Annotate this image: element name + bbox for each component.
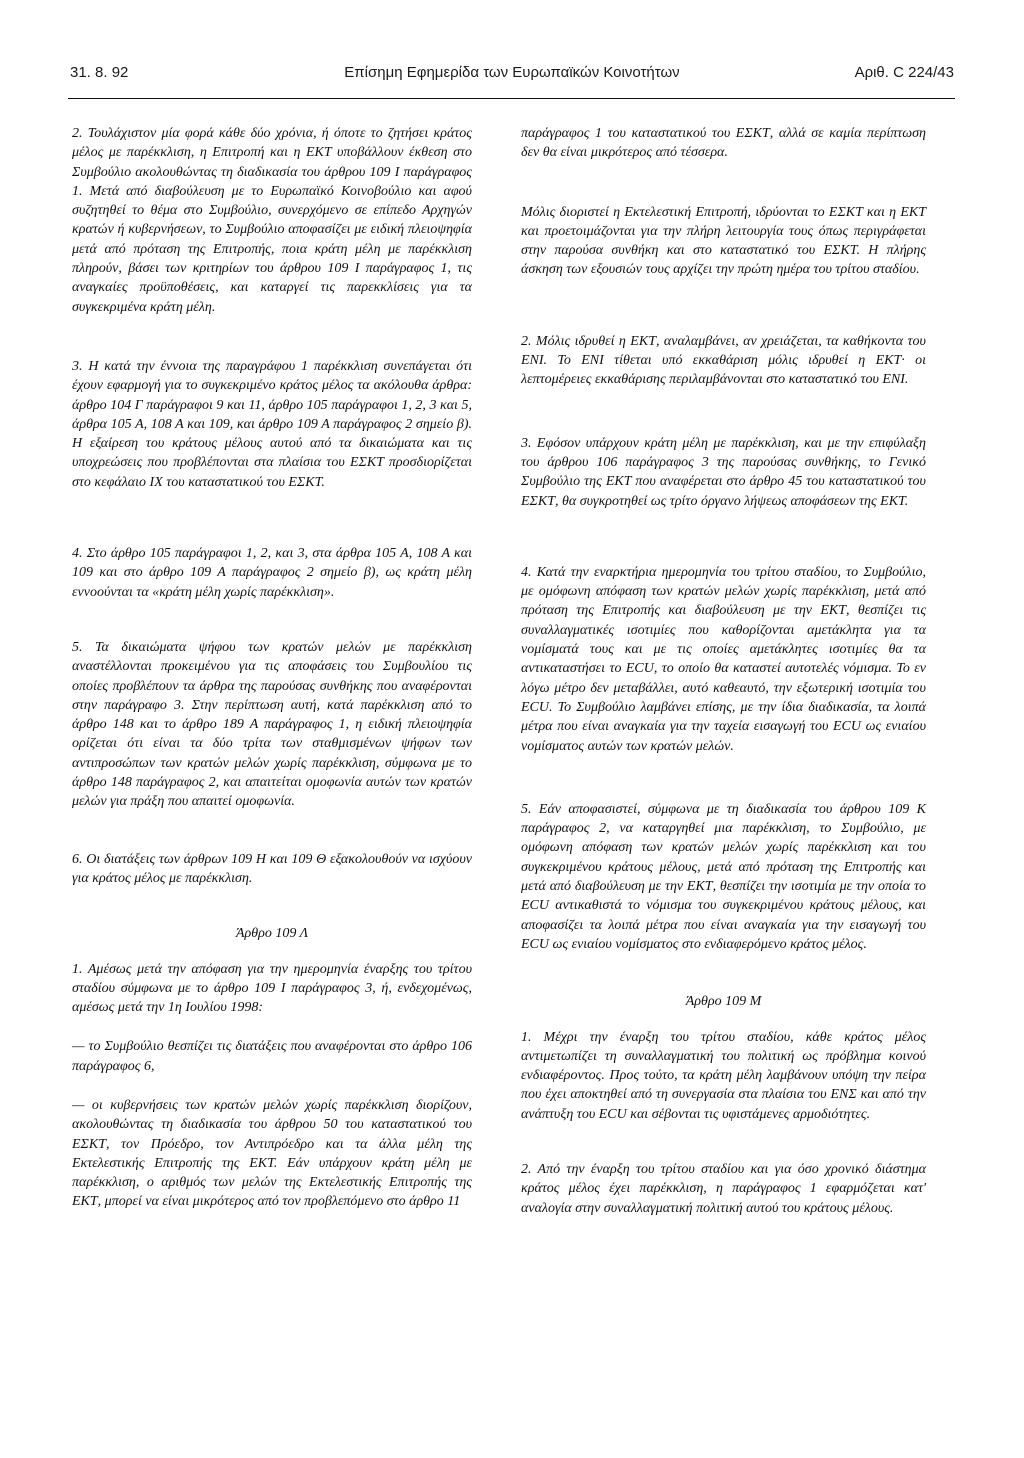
header-journal-title: Επίσημη Εφημερίδα των Ευρωπαϊκών Κοινοτήτων (344, 64, 680, 81)
paragraph: 1. Αμέσως μετά την απόφαση για την ημερομηνία έναρξης του τρίτου σταδίου σύμφωνα με το άρθρο 109 Ι παράγραφος 3, ή, ενδεχομένως, αμέσως μετά την 1η Ιουλίου 1998: (72, 961, 472, 1016)
paragraph: Μόλις διοριστεί η Εκτελεστική Επιτροπή, ιδρύονται το ΕΣΚΤ και η ΕΚΤ και προετοιμάζονται για την πλήρη λειτουργία τους όπως περιγράφεται στην παρούσα συνθήκη και στο καταστατικό του ΕΣΚΤ. Η πλήρης άσκηση των εξουσιών τους αρχίζει την πρώτη ημέρα του τρίτου σταδίου. (521, 204, 926, 278)
paragraph: 3. Η κατά την έννοια της παραγράφου 1 παρέκκλιση συνεπάγεται ότι έχουν εφαρμογή για το συγκεκριμένο κράτος μέλος τα ακόλουθα άρθρα: άρθρο 104 Γ παράγραφοι 9 και 11, άρθρο 105 παράγραφοι 1, 2, 3 και 5, άρθρα 105 Α, 108 Α και 109, και άρθρο 109 Α παράγραφος 2 σημείο β). Η εξαίρεση του κράτους μέλους αυτού από τα δικαιώματα και τις υποχρεώσεις που προβλέπονται στα πλαίσια του ΕΣΚΤ προσδιορίζεται στο κεφάλαιο ΙΧ του καταστατικού του ΕΣΚΤ. (72, 358, 472, 490)
paragraph: 3. Εφόσον υπάρχουν κράτη μέλη με παρέκκλιση, και με την επιφύλαξη του άρθρου 106 παράγραφος 3 της παρούσας συνθήκης, το Γενικό Συμβούλιο της ΕΚΤ που αναφέρεται στο άρθρο 45 του καταστατικού του ΕΣΚΤ, θα συγκροτηθεί ως τρίτο όργανο λήψεως αποφάσεων της ΕΚΤ. (521, 435, 926, 509)
paragraph: 4. Στο άρθρο 105 παράγραφοι 1, 2, και 3, στα άρθρα 105 Α, 108 Α και 109 και στο άρθρο 109 Α παράγραφος 2 σημείο β), ως κράτη μέλη εννοούνται τα «κράτη μέλη χωρίς παρέκκλιση». (72, 546, 472, 600)
paragraph: παράγραφος 1 του καταστατικού του ΕΣΚΤ, αλλά σε καμία περίπτωση δεν θα είναι μικρότερος από τέσσερα. (521, 126, 926, 161)
header-date: 31. 8. 92 (70, 64, 129, 81)
paragraph: 5. Εάν αποφασιστεί, σύμφωνα με τη διαδικασία του άρθρου 109 Κ παράγραφος 2, να καταργηθεί μια παρέκκλιση, το Συμβούλιο, με ομόφωνη απόφαση των κρατών μελών χωρίς παρέκκλιση και του συγκεκριμένου κράτους μέλους, μετά από πρόταση της Επιτροπής και μετά από διαβούλευση με την ΕΚΤ, θεσπίζει την ισοτιμία με την οποία το ECU αντικαθιστά το νόμισμα του συγκεκριμένου κράτους μέλους, και αποφασίζει τα λοιπά μέτρα που είναι αναγκαία για την εισαγωγή του ECU ως ενιαίου νομίσματος στο ενδιαφερόμενο κράτος μέλος. (521, 801, 926, 952)
header-issue-number: Αριθ. C 224/43 (854, 64, 954, 81)
paragraph: 6. Οι διατάξεις των άρθρων 109 Η και 109 Θ εξακολουθούν να ισχύουν για κράτος μέλος με παρέκκλιση. (72, 851, 472, 886)
list-item: — οι κυβερνήσεις των κρατών μελών χωρίς παρέκκλιση διορίζουν, ακολουθώντας τη διαδικασία του άρθρου 50 του καταστατικού του ΕΣΚΤ, τον Πρόεδρο, τον Αντιπρόεδρο και τα άλλα μέλη της Εκτελεστικής Επιτροπής της ΕΚΤ. Εάν υπάρχουν κράτη μέλη με παρέκκλιση, ο αριθμός των μελών της Εκτελεστικής Επιτροπής της ΕΚΤ, μπορεί να είναι μικρότερος από τον προβλεπόμενο στο άρθρο 11 (72, 1097, 472, 1210)
paragraph: 5. Τα δικαιώματα ψήφου των κρατών μελών με παρέκκλιση αναστέλλονται προκειμένου για τις αποφάσεις του Συμβουλίου τις οποίες προβλέπουν τα άρθρα της παρούσας συνθήκης που αναφέρονται στην παράγραφο 3. Στην περίπτωση αυτή, κατά παρέκκλιση από το άρθρο 148 και το άρθρο 189 Α παράγραφος 1, η ειδική πλειοψηφία ορίζεται ότι είναι τα δύο τρίτα των σταθμισμένων ψήφων των αντιπροσώπων των κρατών μελών χωρίς παρέκκλιση, σύμφωνα με το άρθρο 148 παράγραφος 2, και απαιτείται ομοφωνία αυτών των κρατών μελών για πράξη που απαιτεί ομοφωνία. (72, 639, 472, 810)
paragraph: 4. Κατά την εναρκτήρια ημερομηνία του τρίτου σταδίου, το Συμβούλιο, με ομόφωνη απόφαση των κρατών μελών χωρίς παρέκκλιση, μετά από πρόταση της Επιτροπής και διαβούλευση με την ΕΚΤ, θεσπίζει τις συναλλαγματικές ισοτιμίες που καθορίζονται αμετάκλητα για τα νομίσματά τους και με τις οποίες αμετάκλητες ισοτιμίες θα τα αντικαταστήσει το ECU, το οποίο θα καταστεί αυτοτελές νόμισμα. Το εν λόγω μέτρο δεν μεταβάλλει, αυτό καθεαυτό, την εξωτερική ισοτιμία του ECU. Το Συμβούλιο λαμβάνει επίσης, με την ίδια διαδικασία, τα λοιπά μέτρα που είναι αναγκαία για την ταχεία εισαγωγή του ECU ως ενιαίου νομίσματος αυτών των κρατών μελών. (521, 564, 926, 754)
left-column (72, 120, 472, 1212)
article-heading: Άρθρο 109 Λ (235, 926, 309, 942)
paragraph: 1. Μέχρι την έναρξη του τρίτου σταδίου, κάθε κράτος μέλος αντιμετωπίζει τη συναλλαγματική του πολιτική ως πρόβλημα κοινού ενδιαφέροντος. Προς τούτο, τα κράτη μέλη λαμβάνουν υπόψη την πείρα που έχει αποκτηθεί από τη συνεργασία στα πλαίσια του ΕΝΣ και από την ανάπτυξη του ECU και σέβονται τις υφιστάμενες αρμοδιότητες. (521, 1029, 926, 1122)
list-item: — το Συμβούλιο θεσπίζει τις διατάξεις που αναφέρονται στο άρθρο 106 παράγραφος 6, (72, 1039, 472, 1074)
paragraph: 2. Από την έναρξη του τρίτου σταδίου και για όσο χρονικό διάστημα κράτος μέλος έχει παρέκκλιση, η παράγραφος 1 εφαρμόζεται κατ' αναλογία στην συναλλαγματική πολιτική αυτού του κράτους μέλους. (521, 1161, 926, 1216)
paragraph: 2. Μόλις ιδρυθεί η ΕΚΤ, αναλαμβάνει, αν χρειάζεται, τα καθήκοντα του ΕΝΙ. Το ΕΝΙ τίθεται υπό εκκαθάριση μόλις ιδρυθεί η ΕΚΤ· οι λεπτομέρειες εκκαθάρισης περιλαμβάνονται στο καταστατικό του ΕΝΙ. (521, 333, 926, 388)
right-column (521, 120, 926, 1218)
paragraph: 2. Τουλάχιστον μία φορά κάθε δύο χρόνια, ή όποτε το ζητήσει κράτος μέλος με παρέκκλιση, η Επιτροπή και η ΕΚΤ υποβάλλουν έκθεση στο Συμβούλιο ακολουθώντας τη διαδικασία του άρθρου 109 Ι παράγραφος 1. Μετά από διαβούλευση με το Ευρωπαϊκό Κοινοβούλιο και αφού συζητηθεί το θέμα στο Συμβούλιο, συνερχόμενο σε επίπεδο Αρχηγών κρατών ή κυβερνήσεων, το Συμβούλιο αποφασίζει με ειδική πλειοψηφία μετά από πρόταση της Επιτροπής, ποια κράτη μέλη με παρέκκλιση πληρούν, βάσει των κριτηρίων του άρθρου 109 Ι παράγραφος 1, τις αναγκαίες προϋποθέσεις, και καταργεί τις παρεκκλίσεις για τα συγκεκριμένα κράτη μέλη. (72, 126, 472, 315)
article-heading: Άρθρο 109 Μ (685, 994, 762, 1010)
header-rule (68, 98, 955, 99)
